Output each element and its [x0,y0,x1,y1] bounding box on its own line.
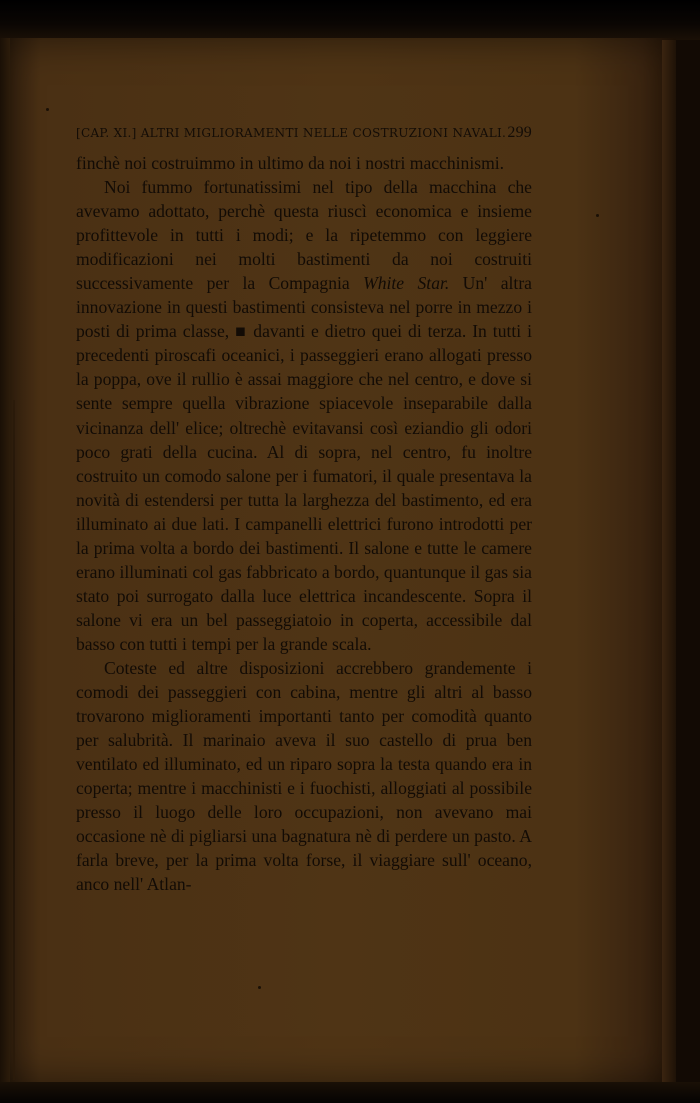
paragraph-3: Coteste ed altre disposizioni accrebbero grandemente i comodi dei passeggieri con cabina, mentre gli altri al basso trovarono miglioramenti importanti tanto per comodità quanto per salubrità. Il marinaio aveva il suo castello di prua ben ventilato ed illuminato, ed un riparo sopra la testa quando era in coperta; mentre i macchinisti e i fuochisti, alloggiati al possibile presso il luogo delle loro occupazioni, non avevano mai occasione nè di pigliarsi una bagnatura nè di perdere un pasto. A farla breve, per la prima volta forse, il viaggiare sull' oceano, anco nell' Atlan- [76,657,532,895]
scan-speck [596,214,599,217]
page-binding-shadow [0,38,10,1084]
scan-speck [258,986,261,989]
scan-top-border [0,0,700,40]
scan-speck [46,108,49,111]
paragraph-1: finchè noi costruimmo in ultimo da noi i nostri macchinismi. [76,153,505,173]
page-fold-line [13,400,15,1080]
ship-line-name: White Star. [363,273,450,294]
page-right-edge [662,40,676,1082]
paragraph-2 [76,175,532,656]
paragraph-2-part-a: Noi fummo fortunatissimi nel tipo della macchina che avevamo adottato, perchè questa riuscì economica e insieme profittevole in tutti i modi; e la ripetemmo con leggiere modificazioni nei molti bastimenti da noi costruiti successivamente per la Compagnia [76,177,532,294]
running-header [76,124,532,146]
scan-bottom-border [0,1082,700,1103]
running-title: [CAP. XI.] ALTRI MIGLIORAMENTI NELLE COSTRUZIONI NAVALI. [76,126,507,140]
paragraph-2-part-b: Un' altra innovazione in questi bastimenti consisteva nel porre in mezzo i posti di prima classe, ■ davanti e dietro quei di terza. In tutti i precedenti piroscafi oceanici, i passeggieri erano allogati presso la poppa, ove il rullio è assai maggiore che nel centro, e dove si sente sempre quella vibrazione spiacevole inseparabile dalla vicinanza dell' elice; oltrechè evitavansi così eziandio gli odori poco grati della cucina. Al di sopra, nel centro, fu inoltre costruito un comodo salone per i fumatori, il quale presentava la novità di estendersi per tutta la larghezza del bastimento, ed era illuminato ai due lati. I campanelli elettrici furono introdotti per la prima volta a bordo dei bastimenti. Il salone e tutte le camere erano illuminati col gas fabbricato a bordo, quantunque il gas sia stato poi surrogato dalla luce elettrica incandescente. Sopra il salone vi era un bel passeggiatoio in coperta, accessibile dal basso con tutti i tempi per la grande scala. [76,273,532,654]
page-number: 299 [507,124,532,141]
body-text [76,151,532,896]
